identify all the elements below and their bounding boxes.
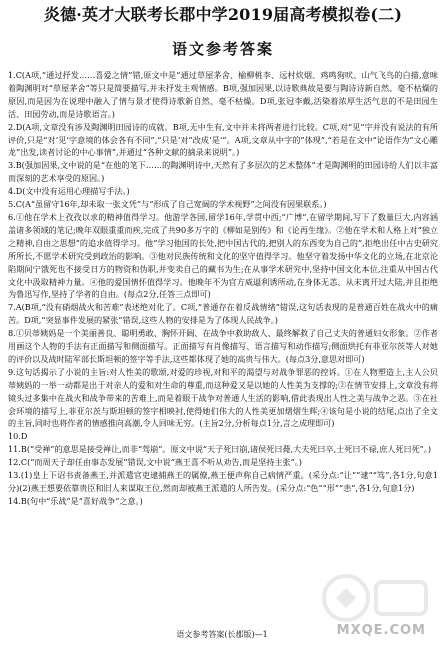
exam-header: 炎德·英才大联考长郡中学2019届高考模拟卷(二) [43, 5, 403, 24]
answer-item-8: 8.①贝蒂姨妈是一个美丽善良、聪明勇敢、胸怀开阔、在战争中救助敌人、最终解救了自己丈夫的普通妇女形象。②作者用画这个人物的手法有正面描写和侧面描写。正面描写有肖像描写、语言描写和动作描写;侧面烘托有菲亚尔茨等人对她的评价以及战时陆军部长斯坦顿的签字等手法,这些都体现了她的高贵与伟大。(每点3分,意思对即可) [8, 328, 438, 364]
answer-item-7: 7.A(B项,“没有硝烟战火和苦难”表述绝对化了。C项,“普通存在着反战情绪”错误,这句话表现的是普通百姓在战火中的痛苦。D项,“突显事件发展的紧张”错误,这些人物的安排是为了体现人民战争。) [8, 302, 438, 326]
answer-item-9: 9.这句话揭示了小说的主旨:对人性美的歌颂,对爱的珍视,对和平的渴望与对战争罪恶的控诉。①在人物塑造上,主人公贝蒂姨妈的一举一动都是出于对亲人的爱和对生命的尊重,而这种爱又是以她的人性美为支撑的;②在情节安排上,文章没有将镜头过多集中在战火和战争带来的苦难上,而是着眼于战争对普通人生活的影响,借此表现出人性之美与战争之恶。③在社会环境的描写上,菲亚尔茨与斯坦顿的签字相映衬,使得她们伟大的人性美更加熠熠生辉;④该句是小说的结尾,点出了全文的主旨,同时也将作者的情感推向高潮,令人回味无穷。(主旨2分,分析每点1分,言之成理即可) [8, 366, 438, 429]
answer-item-12: 12.C(“而周天子却任由事态发展”错误,文中说“燕王喜不听从劝告,而是坚持主张”。) [8, 457, 302, 468]
answer-item-4: 4.D(文中没有运用心理描写手法。) [8, 186, 130, 197]
answer-item-10: 10.D [8, 431, 28, 442]
answer-item-11: 11.B(“受禅”的意思是接受禅让,而非“驾崩”。原文中说“天子死曰崩,诸侯死曰薨,大夫死曰卒,士死曰不禄,庶人死曰死”。) [8, 444, 431, 455]
page-footer: 语文参考答案(长郡版)—1 [176, 630, 268, 639]
answer-sheet-page [8, 4, 438, 508]
answer-item-2: 2.D(A项,文章没有涉及陶渊明田园诗的成就。B项,无中生有,文中并未将两者进行比较。C项,对“见”字并没有说法的有所评价,只是“对‘见’字意境的体会各有不同”,“只是‘对”改成‘是’”。A项,文章从中字的“体现”,“若是在文中“论语作为“文心雕龙”出发,读者讨论的中心事情”,并通过“各种文献的摘录来说明”。) [8, 121, 438, 158]
answer-item-6: 6.①他在学术上孜孜以求的精神值得学习。他游学各国,留学16年,学贯中西;“广博”,在留学期间,写下了数量巨大,内容涵盖诸多领域的笔记;晚年双眼重重而疾,完成了共90多万字的《柳如是别传》和《论再生缘》。②他在学术和人格上对“独立之精神,自由之思想”的追求值得学习。他“学习他国的长处,把中国古代的,把别人的东西变为自己的”,拒绝出任中古史研究所所长,不愿学术研究受到政治的影响。③他对民族传统和文化的坚守值得学习。他坚守着发扬中华文化的立场,在北京沦陷期间宁饿死也不接受日方的物资和伪职,并变卖自己的藏书为生;在从事学术研究中,坚持中国文化本位,注重从中国古代文化中汲取精神力量。④他的爱国情怀值得学习。他晚年不为官方威逼利诱所动,在身体无恙、从未离开过大陆,并且拒绝为鲁迅写作,坚持了学者的自由。(每点2分,任答三点即可) [8, 211, 438, 300]
answer-item-13: 13.(1)皇上下诏书责备燕王,并派遣官吏逮捕燕王的属僚,燕王便声称自己病情严重。(采分点:“让”“逮”“笃”,各1分,句意1分)(2)燕王想要依靠贵臣和旧人来谋取王位,然而却被燕王派遣的人所告发。(采分点:“色”“形”“恚”,各1分,句意1分) [8, 470, 438, 493]
watermark-url: MXQE.COM [336, 623, 426, 638]
document-title: 语文参考答案 [171, 40, 274, 58]
answer-list [8, 69, 438, 508]
watermark-logo-icon [316, 568, 436, 628]
answer-item-1: 1.C(A项,“通过抒发……喜爱之情”错,原文中是“通过草屋茅舍、榆柳桃李、远村炊烟、鸡鸣狗吠、山气飞鸟的白描,意味着陶渊明对“草屋茅舍”等只是简要描写,并未抒发主观情感。B项,强加因果,以诗歌典故是要与陶诗诗新自然、毫不枯燥的原因,而是因为在说理中融入了情与景才使得诗歌新自然、毫不枯燥。D项,张冠李戴,活染着浓厚生活气息的不是田园生活、田园劳动,而是诗歌语言。) [8, 70, 438, 119]
answer-item-14: 14.B(句中“乐战”是“喜好战争”之意。) [8, 495, 143, 506]
answer-item-5: 5.C(A“虽留守16年,却未取一张文凭”与“形成了自己宽阔的学术视野”之间没有因果联系。) [8, 199, 327, 210]
answer-item-3: 3.B(强加因果,文中说的是“在他的笔下……的陶渊明诗中,天然有了多层次的艺术整体”才是陶渊明的田园诗给人们以丰富而深刻的艺术享受的原因。) [8, 160, 438, 184]
